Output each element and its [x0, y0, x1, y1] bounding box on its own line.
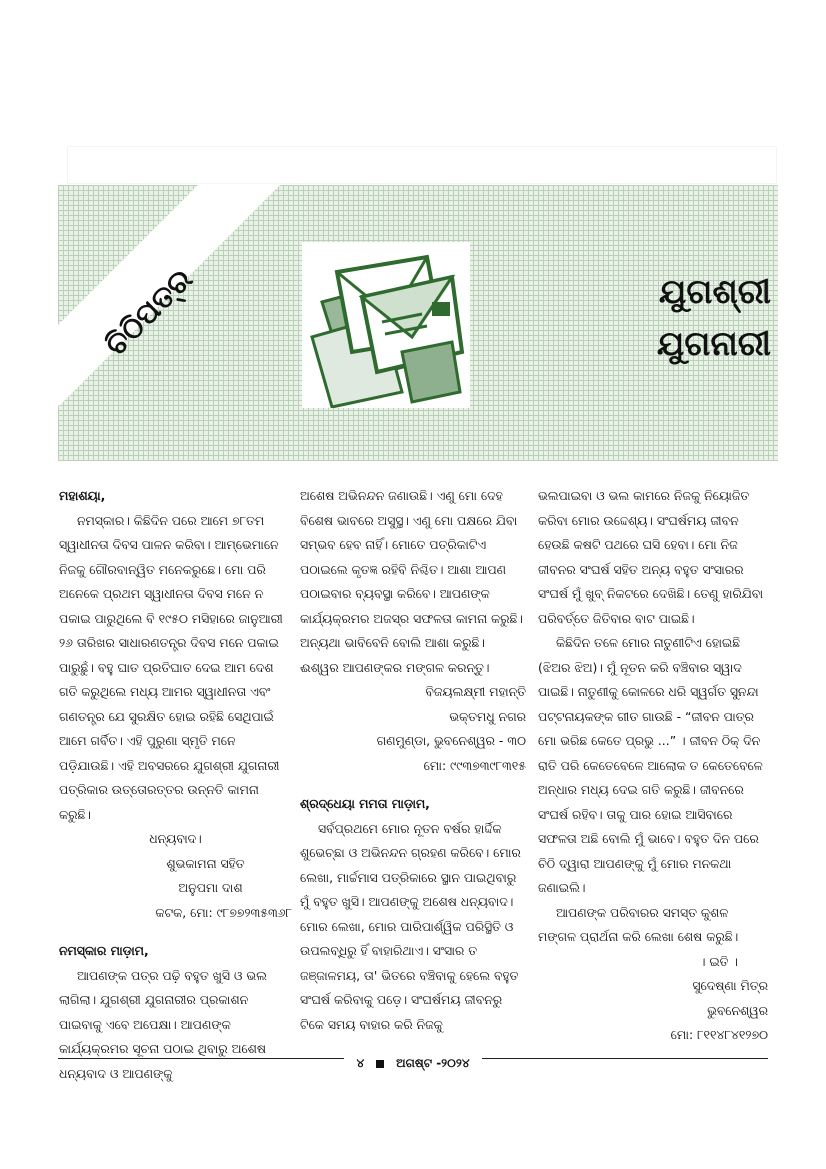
letter-body: କିଛିଦିନ ତଳେ ମୋର ନାତୁଣୀଟିଏ ହୋଇଛି (ଝିଅର ଝିଅ)। ମୁଁ ନୂତନ କରି ବଞ୍ଚିବାର ସ୍ୱାଦ ପାଇଛି। ନାତୁଣୀକୁ କୋଳରେ ଧରି ସ୍ୱର୍ଗତ ସୁନନ୍ଦା ପଟ୍ଟନାୟକଙ୍କ ଗୀତ ଗାଉଛି - “ଜୀବନ ପାତ୍ର ମୋ ଭରିଛ କେତେ ପ୍ରଭୁ ...” । ଜୀବନ ଠିକ୍ ଦିନ ରାତି ପରି କେତେବେଳେ ଆଲୋକ ତ କେତେବେଳେ ଅନ୍ଧାର ମଧ୍ୟ ଦେଇ ଗତି କରୁଛି। ଜୀବନରେ ସଂଘର୍ଷ ରହିବ। ତାକୁ ପାର ହୋଇ ଆସିବାରେ ସଫଳତା ଅଛି ବୋଲି ମୁଁ ଭାବେ। ବହୁତ ଦିନ ପରେ ଚିଠି ଦ୍ୱାରା ଆପଣଙ୍କୁ ମୁଁ ମୋର ମନକଥା ଜଣାଇଲି।	[538, 635, 763, 895]
column-2	[300, 484, 526, 1037]
column-3	[538, 484, 768, 1048]
magazine-title-line2: ଯୁଗନାରୀ	[656, 324, 771, 364]
magazine-title-line1: ଯୁଗଶ୍ରୀ	[658, 272, 771, 312]
letter-body: ଅଶେଷ ଅଭିନନ୍ଦନ ଜଣାଉଛି। ଏଣୁ ମୋ ଦେହ ବିଶେଷ ଭାବରେ ଅସୁସ୍ଥ। ଏଣୁ ମୋ ପକ୍ଷରେ ଯିବା ସମ୍ଭବ ହେବ ନାହିଁ। ମୋତେ ପତ୍ରିକାଟିଏ ପଠାଇଲେ କୃତଜ୍ଞ ରହିବି ନିଶ୍ଚିତ। ଆଶା ଆପଣ ପଠାଇବାର ବ୍ୟବସ୍ଥା କରିବେ। ଆପଣଙ୍କ କାର୍ଯ୍ୟକ୍ରମର ଅଜସ୍ର ସଫଳତା କାମନା କରୁଛି। ଅନ୍ୟଥା ଭାବିବେନି ବୋଲି ଆଶା କରୁଛି। ଈଶ୍ୱର ଆପଣଙ୍କର ମଙ୍ଗଳ କରନ୍ତୁ।	[300, 488, 523, 675]
column-1	[59, 484, 292, 1086]
signature-address: ଭକ୍ତମଧୁ ନଗର	[449, 708, 526, 724]
salutation: ମହାଶୟା,	[59, 488, 106, 503]
header-bar	[68, 147, 776, 183]
signature-name: ଅନୁପମା ଦାଶ	[178, 880, 243, 895]
issue-date: ଅଗଷ୍ଟ -୨୦୨୪	[390, 1056, 475, 1070]
envelopes-illustration	[302, 242, 470, 408]
page-footer	[0, 1052, 826, 1071]
section-label: ଚିଠିପତ୍ର	[98, 261, 200, 364]
letter-body: ଆପଣଙ୍କ ପତ୍ର ପଢ଼ି ବହୁତ ଖୁସି ଓ ଭଲ ଲାଗିଲା। ଯୁଗଶ୍ରୀ ଯୁଗନାରୀର ପ୍ରକାଶନ ପାଇବାକୁ ଏବେ ଅପେକ୍ଷା। ଆପଣଙ୍କ କାର୍ଯ୍ୟକ୍ରମର ସୂଚନା ପଠାଇ ଥିବାରୁ ଅଶେଷ ଧନ୍ୟବାଦ ଓ ଆପଣଙ୍କୁ	[59, 967, 267, 1081]
signature-contact: ମୋ: ୮୧୧୪୮୪୧୨୭୦	[670, 1027, 768, 1042]
signature-name: ସୁଦେଷ୍ଣା ମିତ୍ର	[692, 978, 768, 993]
letter-body: ନମସ୍କାର। କିଛିଦିନ ପରେ ଆମେ ୭୮ତମ ସ୍ୱାଧୀନତା ଦିବସ ପାଳନ କରିବା। ଆମ୍ଭେମାନେ ନିଜକୁ ଗୌରବାନ୍ୱିତ ମନେକରୁଛେ। ମୋ ପରି ଅନେକେ ପ୍ରଥମ ସ୍ୱାଧୀନତା ଦିବସ ମନେ ନ ପକାଇ ପାରୁଥିଲେ ବି ୧୯୫୦ ମସିହାରେ ଜାନୁଆରୀ ୨୬ ତାରିଖର ସାଧାରଣତନ୍ତ୍ର ଦିବସ ମନେ ପକାଇ ପାରୁଛୁଁ। ବହୁ ଘାତ ପ୍ରତିଘାତ ଦେଇ ଆମ ଦେଶ ଗତି କରୁଥିଲେ ମଧ୍ୟ ଆମର ସ୍ୱାଧୀନତା ଏବଂ ଗଣତନ୍ତ୍ର ଯେ ସୁରକ୍ଷିତ ହୋଇ ରହିଛି ସେଥିପାଇଁ ଆମେ ଗର୍ବିତ। ଏହି ପୁରୁଣା ସ୍ମୃତି ମନେ ପଡ଼ିଯାଉଛି। ଏହି ଅବସରରେ ଯୁଗଶ୍ରୀ ଯୁଗନାରୀ ପତ୍ରିକାର ଉତ୍ତୋରତ୍ତର ଉନ୍ନତି କାମନା କରୁଛି।	[59, 512, 283, 822]
signature-address: ଭୁବନେଶ୍ୱର	[707, 1002, 768, 1018]
signature-name: ବିଜୟଲକ୍ଷ୍ମୀ ମହାନ୍ତି	[425, 684, 526, 699]
envelopes-icon	[302, 242, 470, 408]
salutation: ନମସ୍କାର ମାଡ଼ାମ,	[59, 943, 149, 958]
letter-body: ସର୍ବପ୍ରଥମେ ମୋର ନୂତନ ବର୍ଷର ହାର୍ଦ୍ଦିକ ଶୁଭେଚ୍ଛା ଓ ଅଭିନନ୍ଦନ ଗ୍ରହଣ କରିବେ। ମୋର ଲେଖା, ମାର୍ଚ୍ଚମାସ ପତ୍ରିକାରେ ସ୍ଥାନ ପାଇଥିବାରୁ ମୁଁ ବହୁତ ଖୁସି। ଆପଣଙ୍କୁ ଅଶେଷ ଧନ୍ୟବାଦ। ମୋର ଲେଖା, ମୋର ପାରିପାର୍ଶ୍ୱିକ ପରିସ୍ଥିତି ଓ ଉପଲବ୍ଧିରୁ ହିଁ ବାହାରିଥାଏ। ସଂସାର ତ ଜଞ୍ଜାଳମୟ, ତା' ଭିତରେ ବଞ୍ଚିବାକୁ ହେଲେ ବହୁତ ସଂଘର୍ଷ କରିବାକୁ ପଡ଼େ। ସଂଘର୍ଷମୟ ଜୀବନରୁ ଟିକେ ସମୟ ବାହାର କରି ନିଜକୁ	[300, 820, 521, 1032]
letter-body: ଆପଣଙ୍କ ପରିବାରର ସମସ୍ତ କୁଶଳ ମଙ୍ଗଳ ପ୍ରାର୍ଥନା କରି ଲେଖା ଶେଷ କରୁଛି।	[538, 904, 739, 944]
signature-address: ଗଣମୁଣ୍ଡା, ଭୁବନେଶ୍ୱର - ୩୦	[376, 733, 526, 748]
signature-line: । ଇତି ।	[699, 953, 738, 969]
thanks-text: ଧନ୍ୟବାଦ।	[149, 831, 202, 846]
square-bullet-icon	[376, 1060, 384, 1068]
signature-line: ଶୁଭକାମନା ସହିତ	[166, 855, 245, 871]
signature-contact: ମୋ: ୯୯୩୭୩୯୮୩୧୫	[423, 757, 526, 773]
signature-contact: କଟକ, ମୋ: ୯୮୭୭୨୩୫୩୬୮	[155, 904, 292, 920]
salutation: ଶ୍ରଦ୍ଧେୟା ମମତା ମାଡ଼ାମ,	[300, 796, 430, 811]
page-number: ୪	[350, 1056, 370, 1070]
letter-body: ଭଲପାଇବା ଓ ଭଲ କାମରେ ନିଜକୁ ନିୟୋଜିତ କରିବା ମୋର ଉଦ୍ଦେଶ୍ୟ। ସଂଘର୍ଷମୟ ଜୀବନ ହେଉଛି କଷଟି ପଥରେ ଘସି ହେବା। ମୋ ନିଜ ଜୀବନର ସଂଘର୍ଷ ସହିତ ଅନ୍ୟ ବହୁତ ସଂସାରର ସଂଘର୍ଷ ମୁଁ ଖୁବ୍ ନିକଟରେ ଦେଖିଛି। ତେଣୁ ହାରିଯିବା ପରିବର୍ତ୍ତେ ଜିତିବାର ବାଟ ପାଇଛି।	[538, 488, 764, 626]
